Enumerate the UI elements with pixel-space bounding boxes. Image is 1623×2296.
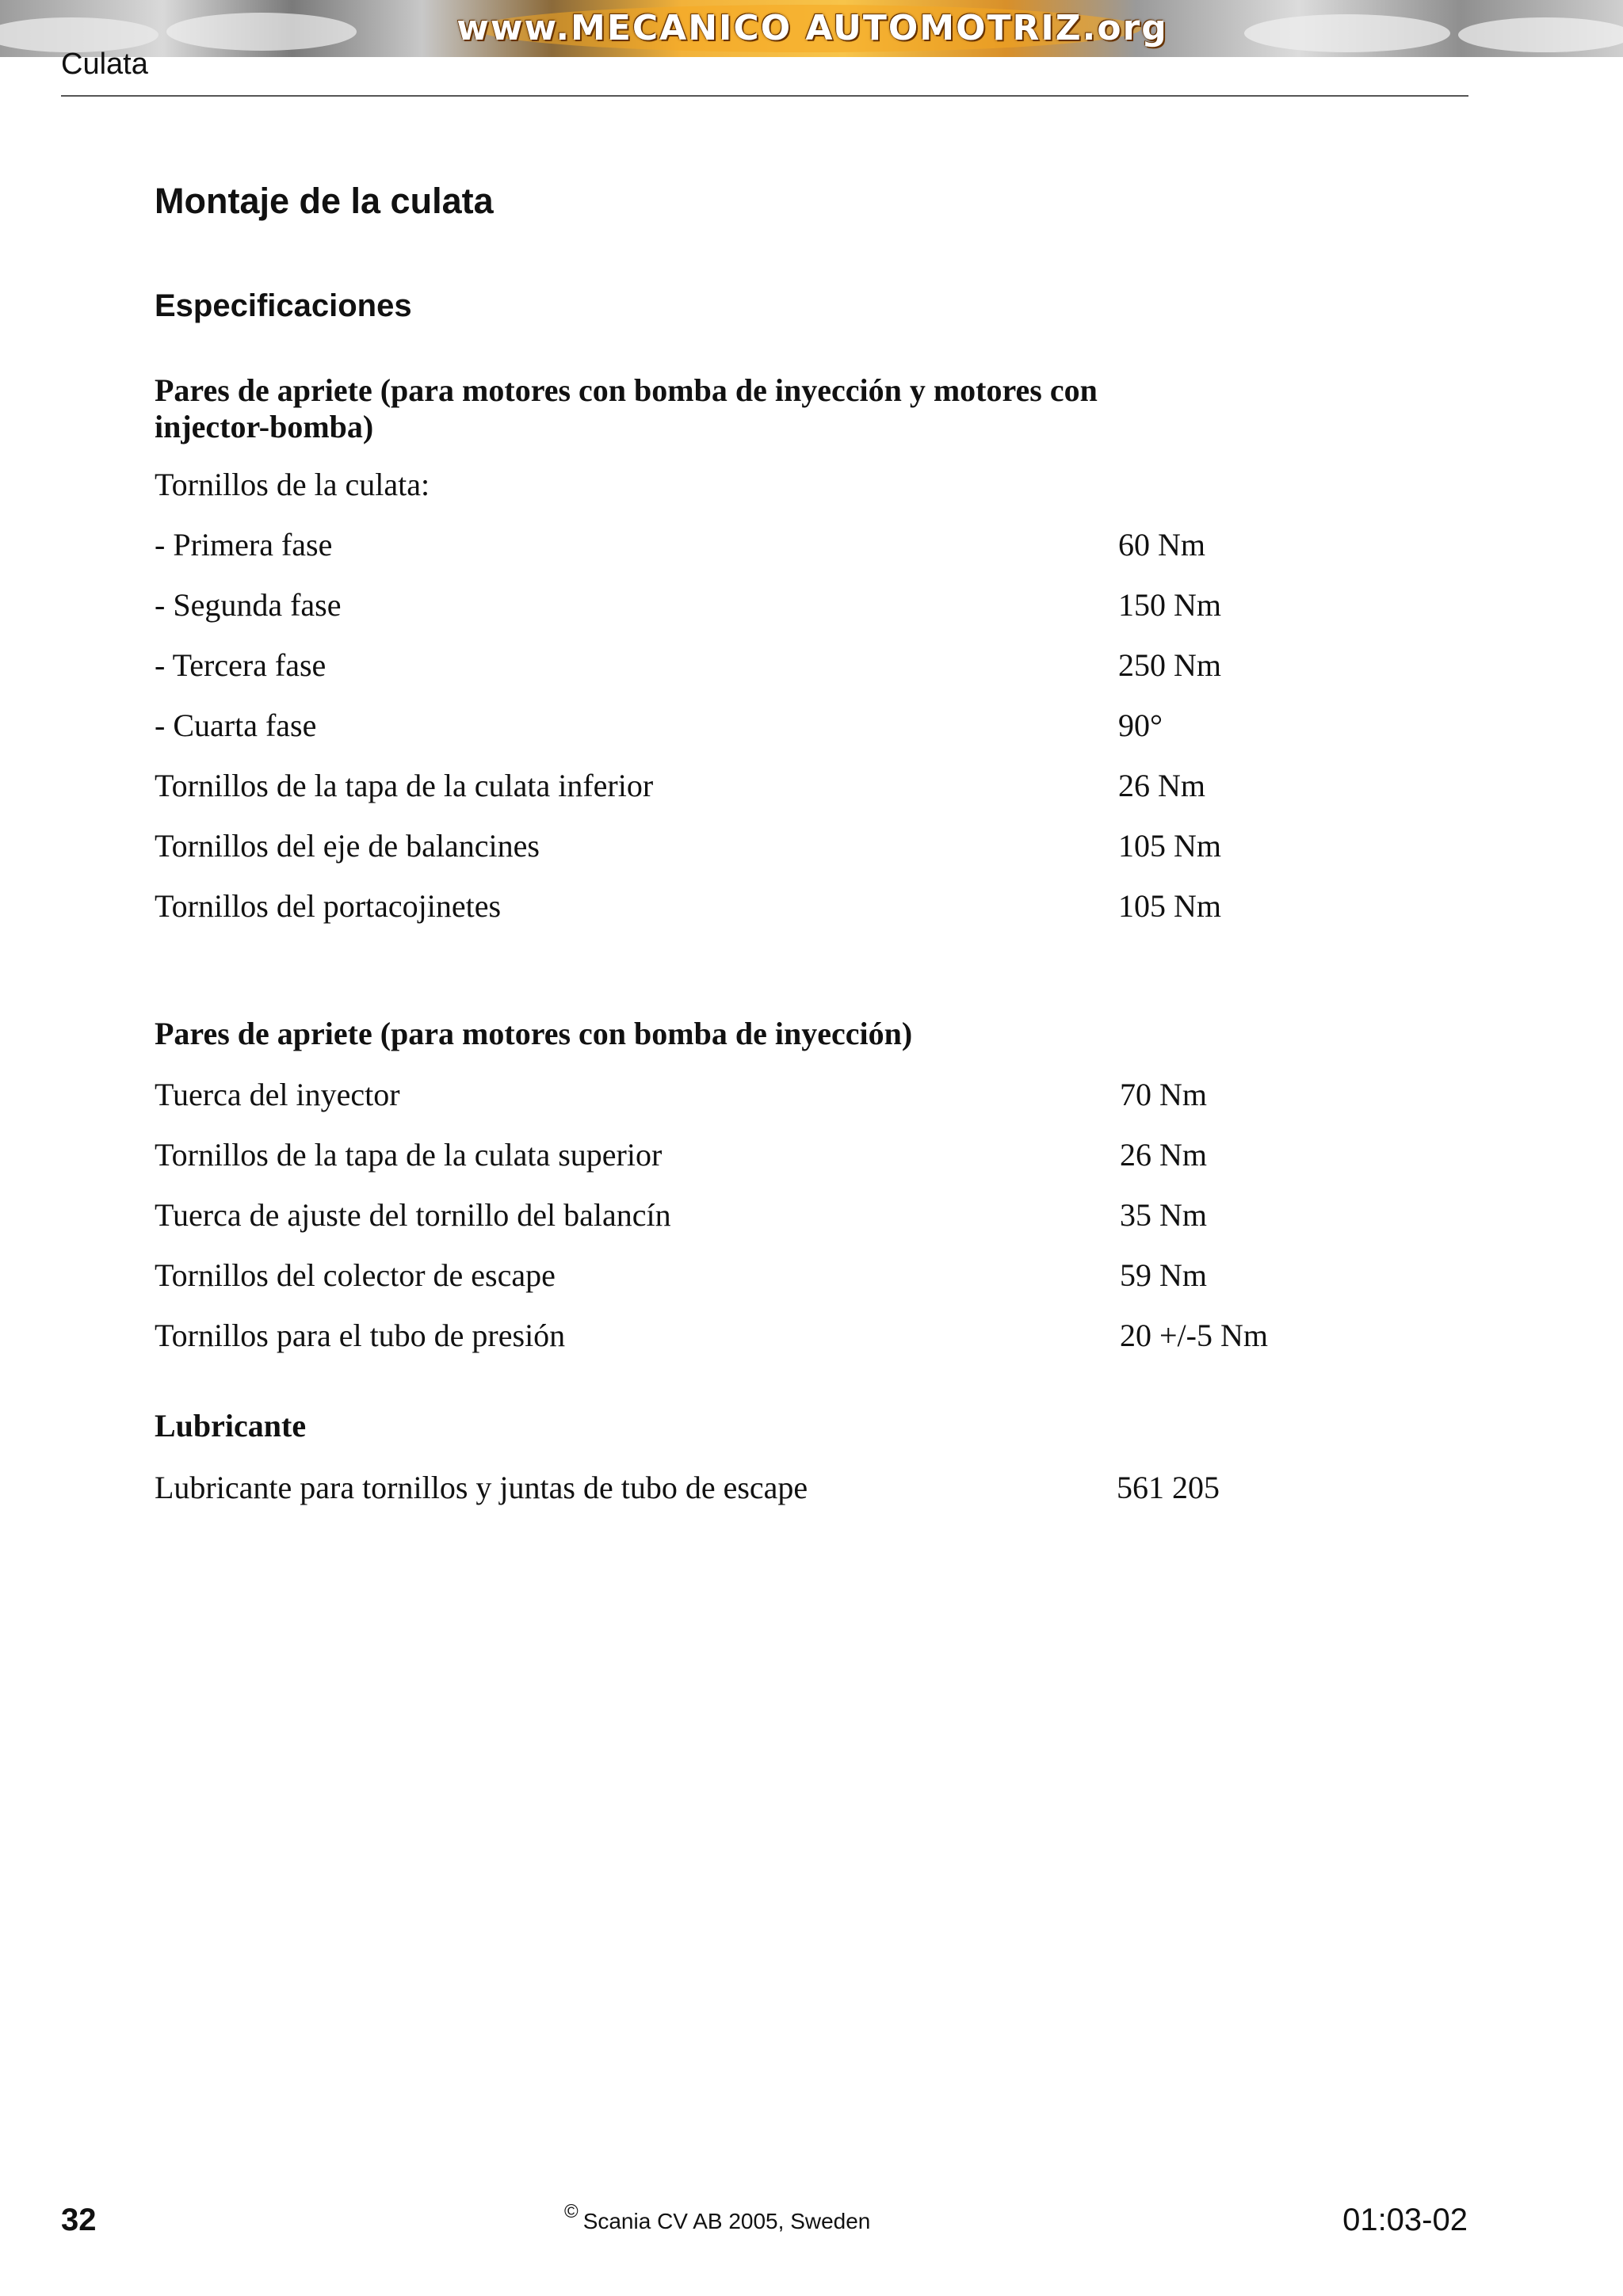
running-title: Culata	[61, 48, 148, 81]
spec-value: 60 Nm	[1118, 527, 1205, 563]
spec-label: Tornillos de la tapa de la culata superior	[155, 1137, 663, 1173]
section-heading: Especificaciones	[155, 288, 412, 323]
spec-value: 70 Nm	[1120, 1077, 1207, 1112]
copyright-notice	[564, 2201, 871, 2234]
copyright-symbol: ©	[564, 2201, 579, 2222]
spec-row	[155, 767, 1423, 805]
spec-value: 20 +/-5 Nm	[1120, 1318, 1268, 1353]
spec-label: - Primera fase	[155, 527, 333, 563]
spec-label: Tornillos de la culata:	[155, 467, 430, 502]
spec-row	[155, 1469, 1423, 1507]
spec-label: Tornillos del portacojinetes	[155, 888, 502, 924]
group-heading-torque-injection-pump: Pares de apriete (para motores con bomba de inyección)	[155, 1016, 913, 1051]
group-heading-torque-all-engines: Pares de apriete (para motores con bomba de inyección y motores con injector-bomba)	[155, 372, 1098, 444]
spec-value: 59 Nm	[1120, 1257, 1207, 1293]
spec-row	[155, 1196, 1423, 1234]
spec-value: 150 Nm	[1118, 587, 1221, 623]
spec-value: 561 205	[1117, 1470, 1220, 1505]
document-code: 01:03-02	[1342, 2203, 1468, 2237]
spec-label: Tuerca de ajuste del tornillo del balancín	[155, 1197, 671, 1233]
spec-row	[155, 586, 1423, 624]
page-number: 32	[61, 2203, 97, 2237]
spec-label: Tornillos del eje de balancines	[155, 828, 540, 864]
spec-value: 26 Nm	[1118, 768, 1205, 803]
spec-label: Tuerca del inyector	[155, 1077, 400, 1112]
spec-label: - Cuarta fase	[155, 707, 317, 743]
spec-value: 250 Nm	[1118, 647, 1221, 683]
page-title: Montaje de la culata	[155, 181, 494, 221]
spec-row	[155, 1136, 1423, 1174]
spec-row	[155, 646, 1423, 685]
site-logo: www.MECANICO AUTOMOTRIZ.org	[456, 7, 1168, 48]
spec-row	[155, 1257, 1423, 1295]
spec-row	[155, 1076, 1423, 1114]
spec-value: 26 Nm	[1120, 1137, 1207, 1173]
header-divider	[61, 95, 1468, 97]
spec-label: Tornillos del colector de escape	[155, 1257, 556, 1293]
spec-value: 105 Nm	[1118, 828, 1221, 864]
copyright-text: Scania CV AB 2005, Sweden	[582, 2209, 871, 2233]
spec-value: 105 Nm	[1118, 888, 1221, 924]
spec-row	[155, 466, 1423, 504]
spec-label: Tornillos para el tubo de presión	[155, 1318, 566, 1353]
spec-row	[155, 526, 1423, 564]
spec-row	[155, 887, 1423, 925]
spec-row	[155, 827, 1423, 865]
spec-label: - Segunda fase	[155, 587, 342, 623]
spec-row	[155, 1317, 1423, 1355]
spec-label: Lubricante para tornillos y juntas de tubo de escape	[155, 1470, 808, 1505]
spec-label: - Tercera fase	[155, 647, 327, 683]
spec-value: 90°	[1118, 707, 1163, 743]
spec-label: Tornillos de la tapa de la culata inferior	[155, 768, 654, 803]
spec-row	[155, 707, 1423, 745]
group-heading-lubricant: Lubricante	[155, 1408, 307, 1444]
header-banner	[0, 0, 1623, 57]
spec-value: 35 Nm	[1120, 1197, 1207, 1233]
